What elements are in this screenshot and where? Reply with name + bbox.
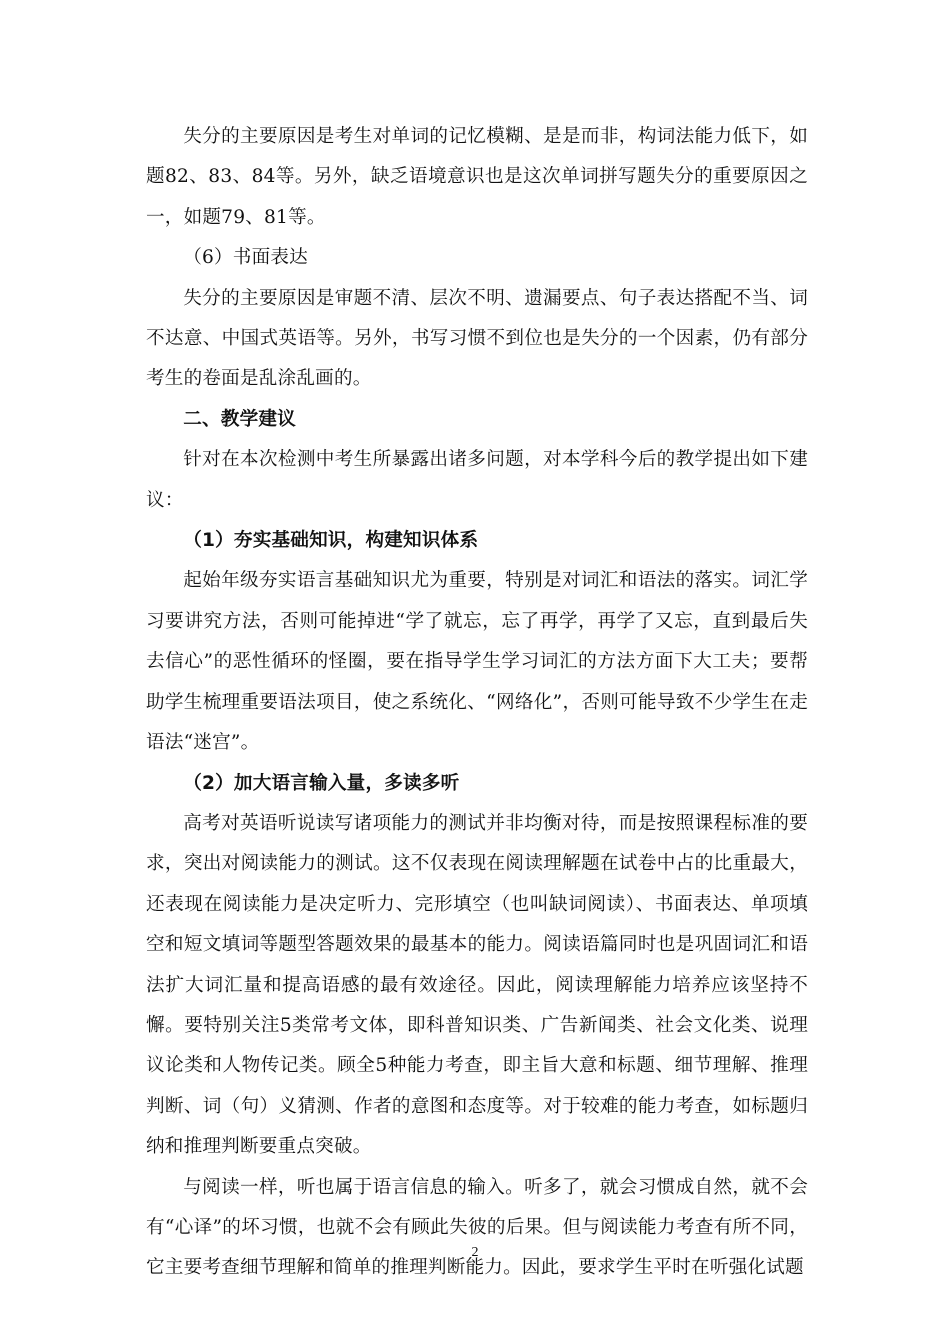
page-number: 2 — [471, 1245, 479, 1260]
paragraph-writing-errors: 失分的主要原因是审题不清、层次不明、遗漏要点、句子表达搭配不当、词不达意、中国式英语等。另外，书写习惯不到位也是失分的一个因素，仍有部分考生的卷面是乱涂乱画的。 — [146, 287, 808, 390]
subheading-written-expression: （6）书面表达 — [183, 247, 308, 269]
paragraph-suggestions-intro: 针对在本次检测中考生所暴露出诸多问题，对本学科今后的教学提出如下建议： — [146, 449, 808, 511]
paragraph-listening-ability: 与阅读一样，听也属于语言信息的输入。听多了，就会习惯成自然，就不会有“心译”的坏习惯，也就不会有顾此失彼的后果。但与阅读能力考查有所不同，它主要考查细节理解和简单的推理判断能力。因此，要求学生平时在听强化试题 — [146, 1176, 808, 1279]
subheading-language-input: （2）加大语言输入量，多读多听 — [183, 772, 460, 794]
subheading-foundation-knowledge: （1）夯实基础知识，构建知识体系 — [183, 530, 479, 552]
section-heading-teaching-suggestions: 二、教学建议 — [183, 408, 296, 430]
document-body — [146, 117, 808, 1289]
paragraph-spelling-errors: 失分的主要原因是考生对单词的记忆模糊、是是而非，构词法能力低下，如题82、83、84等。另外，缺乏语境意识也是这次单词拼写题失分的重要原因之一，如题79、81等。 — [146, 126, 808, 228]
paragraph-reading-ability: 高考对英语听说读写诸项能力的测试并非均衡对待，而是按照课程标准的要求，突出对阅读能力的测试。这不仅表现在阅读理解题在试卷中占的比重最大，还表现在阅读能力是决定听力、完形填空（也叫缺词阅读）、书面表达、单项填空和短文填词等题型答题效果的最基本的能力。阅读语篇同时也是巩固词汇和语法扩大词汇量和提高语感的最有效途径。因此，阅读理解能力培养应该坚持不懈。要特别关注5类常考文体，即科普知识类、广告新闻类、社会文化类、说理议论类和人物传记类。顾全5种能力考查，即主旨大意和标题、细节理解、推理判断、词（句）义猜测、作者的意图和态度等。对于较难的能力考查，如标题归纳和推理判断要重点突破。 — [146, 812, 808, 1158]
paragraph-foundation-knowledge: 起始年级夯实语言基础知识尤为重要，特别是对词汇和语法的落实。词汇学习要讲究方法，否则可能掉进“学了就忘，忘了再学，再学了又忘，直到最后失去信心”的恶性循环的怪圈，要在指导学生学习词汇的方法方面下大工夫；要帮助学生梳理重要语法项目，使之系统化、“网络化”，否则可能导致不少学生在走语法“迷宫”。 — [146, 570, 808, 754]
